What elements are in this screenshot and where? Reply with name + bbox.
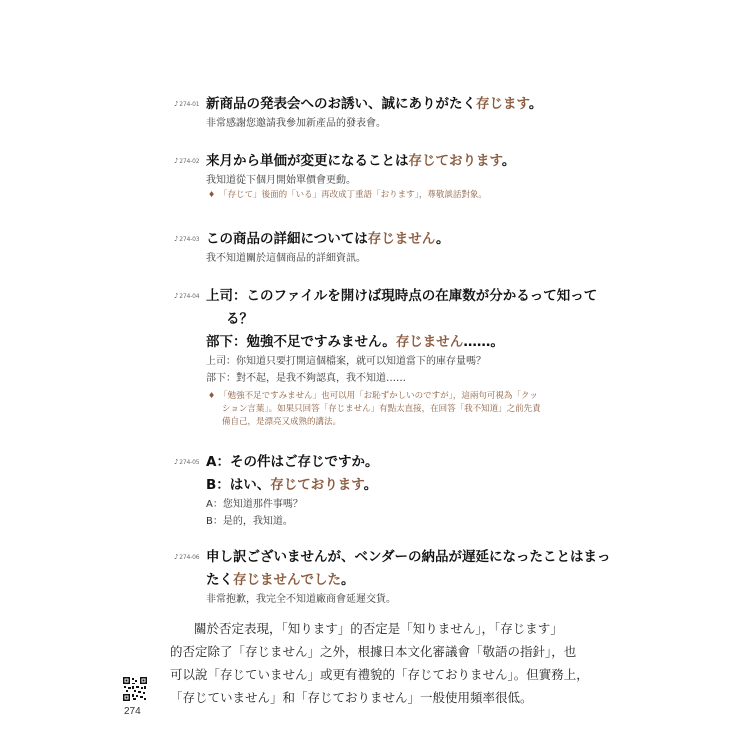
highlighted-expression: 存じております	[270, 477, 364, 493]
example-entry	[174, 448, 584, 529]
paragraph-line: 可以說「存じていません」或更有禮貌的「存じておりません」。但實務上，	[170, 667, 589, 682]
paragraph-line: 關於否定表現，「知ります」的否定是「知りません」，「存じます」	[194, 621, 563, 636]
music-note-icon: ♪	[174, 553, 179, 561]
qr-code-graphic	[122, 676, 148, 702]
usage-note-continuation: ション言葉」。如果只回答「存じません」有點太直接，在回答「我不知道」之前先責	[222, 404, 541, 414]
usage-note-continuation: 備自己，是漂亮又成熟的講法。	[222, 417, 342, 427]
track-number: 274-04	[179, 293, 200, 300]
usage-note: ♦ 「勉強不足ですみません」也可以用「お恥ずかしいのですが」，這兩句可視為「クッ	[208, 391, 538, 401]
highlighted-expression: 存じております	[408, 153, 502, 169]
japanese-sentence: B：はい、存じております。	[206, 477, 378, 493]
chinese-translation: A：您知道那件事嗎？	[206, 499, 303, 510]
japanese-sentence: A：その件はご存じですか。	[206, 454, 379, 470]
track-number: 274-02	[179, 158, 200, 165]
chinese-translation: 非常抱歉，我完全不知道廠商會延遲交貨。	[206, 594, 396, 605]
music-note-icon: ♪	[174, 100, 179, 108]
example-entry	[174, 543, 611, 607]
japanese-sentence: 申し訳ございませんが、ベンダーの納品が遅延になったことはまっ	[206, 549, 611, 565]
example-entry	[174, 147, 584, 202]
explanation-paragraph	[170, 617, 590, 709]
page-number: 274	[124, 706, 141, 717]
paragraph-line: 「存じていません」和「存じておりません」一般使用頻率很低。	[170, 690, 533, 705]
example-entry	[174, 90, 584, 131]
highlighted-expression: 存じません	[395, 334, 464, 350]
japanese-sentence: 新商品の発表会へのお誘い、誠にありがたく存じます。	[206, 96, 543, 112]
japanese-sentence: 上司：このファイルを開けば現時点の在庫数が分かるって知って	[206, 288, 598, 304]
audio-track-tag[interactable]	[174, 292, 199, 300]
audio-track-tag[interactable]	[174, 458, 199, 466]
chinese-translation: 我知道從下個月開始單價會更動。	[206, 175, 356, 186]
japanese-sentence-continuation: る？	[226, 311, 253, 327]
chinese-translation: 上司：你知道只要打開這個檔案，就可以知道當下的庫存量嗎？	[206, 356, 486, 367]
diamond-icon: ♦	[208, 391, 216, 400]
chinese-translation: 非常感謝您邀請我參加新產品的發表會。	[206, 118, 386, 129]
track-number: 274-06	[179, 554, 200, 561]
track-number: 274-01	[179, 101, 200, 108]
audio-track-tag[interactable]	[174, 553, 199, 561]
highlighted-expression: 存じません	[367, 231, 437, 247]
chinese-translation: 部下：對不起，是我不夠認真，我不知道……	[206, 373, 406, 384]
japanese-sentence: 来月から単価が変更になることは存じております。	[206, 153, 516, 169]
example-entry	[174, 282, 598, 429]
japanese-sentence: 部下：勉強不足ですみません。存じません……。	[206, 334, 504, 350]
highlighted-expression: 存じませんでした	[233, 572, 341, 588]
chinese-translation: B：是的，我知道。	[206, 516, 293, 527]
music-note-icon: ♪	[174, 235, 179, 243]
track-number: 274-05	[179, 459, 200, 466]
japanese-sentence: この商品の詳細については存じません。	[206, 231, 450, 247]
qr-code-icon[interactable]	[122, 676, 148, 702]
japanese-sentence: たく存じませんでした。	[206, 572, 355, 588]
music-note-icon: ♪	[174, 458, 179, 466]
paragraph-line: 的否定除了「存じません」之外，根據日本文化審議會「敬語の指針」，也	[170, 644, 577, 659]
audio-track-tag[interactable]	[174, 157, 199, 165]
diamond-icon: ♦	[208, 190, 216, 199]
usage-note: ♦ 「存じて」後面的「いる」再改成丁重語「おります」，尊敬談話對象。	[208, 190, 487, 200]
chinese-translation: 我不知道關於這個商品的詳細資訊。	[206, 253, 366, 264]
music-note-icon: ♪	[174, 292, 179, 300]
audio-track-tag[interactable]	[174, 235, 199, 243]
track-number: 274-03	[179, 236, 200, 243]
audio-track-tag[interactable]	[174, 100, 199, 108]
highlighted-expression: 存じます	[476, 96, 529, 112]
music-note-icon: ♪	[174, 157, 179, 165]
example-entry	[174, 225, 584, 266]
